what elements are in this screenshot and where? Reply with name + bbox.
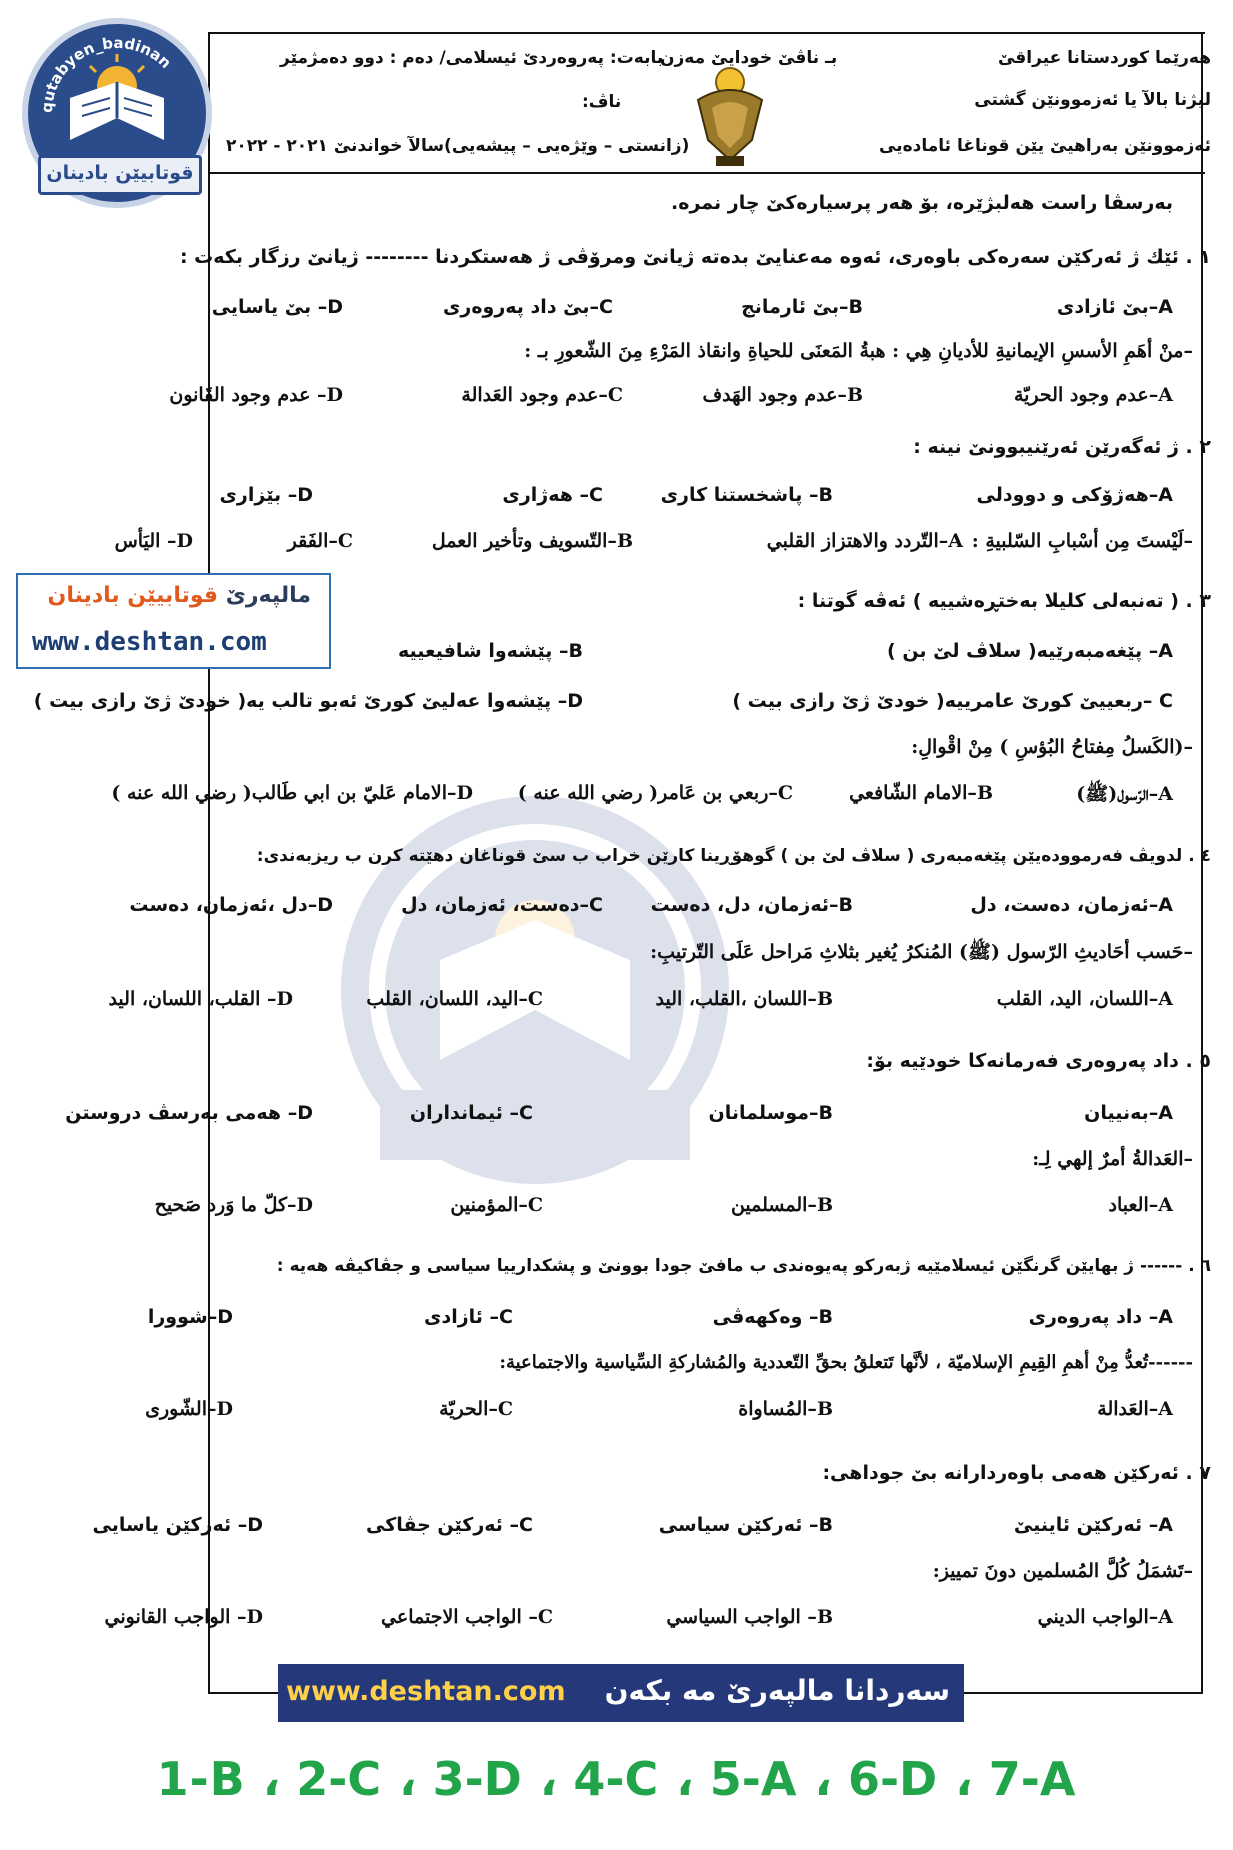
question-3: ٣ . ( تەنبەلی کلیلا بەختڕەشییە ) ئەڤە گوتنا : — [797, 590, 1211, 612]
q7-ar-option-c[interactable]: C– الواجب الاجتماعي — [381, 1606, 553, 1628]
question-2: ٢ . ژ ئەگەرێن ئەرێنیبوونێ نینە : — [913, 436, 1211, 458]
q3-arabic-text: –(الكَسلُ مِفتاحُ البُؤسِ ) مِنْ اقْوالِ: — [911, 736, 1193, 758]
q1-option-b[interactable]: B–بێ ئارمانج — [741, 296, 863, 318]
q4-option-d[interactable]: D–دل ،ئەزمان، دەست — [129, 894, 333, 916]
q5-option-b[interactable]: B–موسلمانان — [708, 1102, 833, 1124]
svg-text:qutabyen_badinan: qutabyen_badinan — [37, 33, 175, 114]
question-6: ٦ . ------ ژ بهایێن گرنگێن ئیسلامێیە ژبەرکو پەیوەندی ب مافێ جودا بوونێ و پشکدارییا سیاسی و جڤاکیڤە هەیە : — [276, 1256, 1211, 1276]
q6-ar-option-c[interactable]: C–الحريّة — [439, 1398, 513, 1420]
kurdistan-emblem-icon — [690, 60, 770, 170]
q6-option-b[interactable]: B– وەکهەڤی — [712, 1306, 833, 1328]
banner-text: سەردانا مالپەرێ مە بکەن — [604, 1674, 950, 1707]
q3-option-d[interactable]: D– پێشەوا عەلیێ کورێ ئەبو تالب یە( خودێ ژێ رازی بیت ) — [33, 690, 583, 712]
q3-ar-option-b[interactable]: B–الامام الشّافعي — [849, 782, 993, 804]
q7-option-a[interactable]: A– ئەرکێن ئاینیێ — [1013, 1514, 1173, 1536]
q1-option-d[interactable]: D– بێ یاسایی — [211, 296, 343, 318]
q6-ar-option-d[interactable]: D–الشّورى — [145, 1398, 233, 1420]
website-banner[interactable] — [278, 1664, 964, 1722]
q2-option-d[interactable]: D– بێزاری — [219, 484, 313, 506]
q4-option-a[interactable]: A–ئەزمان، دەست، دل — [970, 894, 1173, 916]
q4-ar-option-b[interactable]: B–اللسان ،القلب، اليد — [655, 988, 833, 1010]
q4-ar-option-c[interactable]: C–اليد، اللسان، القلب — [366, 988, 543, 1010]
q2-ar-option-d[interactable]: D– اليَأس — [114, 530, 193, 552]
site-box-title: مالپەرێ قوتابیێن بادینان — [47, 583, 311, 608]
q3-ar-option-a[interactable]: A–الرّسول(ﷺ) — [1076, 783, 1173, 805]
q2-ar-option-a[interactable]: A–التّردد والاهتزاز القلبي — [766, 530, 963, 552]
logo-ribbon: قوتابیێن بادینان — [38, 155, 202, 195]
q1-arabic-text: –منْ أهَمِ الأسسِ الإيمانيةِ للأديانِ هِي : هبةُ المَعنَى للحياةِ وانقاذ المَرْءِ مِنَ الشّعورِ بـ : — [524, 340, 1193, 362]
q3-option-c[interactable]: C –ربعییێ کورێ عامرییە( خودێ ژێ رازی بیت ) — [732, 690, 1173, 712]
q5-ar-option-d[interactable]: D–كلّ ما وَرد صَحيح — [154, 1194, 313, 1216]
q6-option-a[interactable]: A– داد پەروەری — [1028, 1306, 1173, 1328]
q3-option-a[interactable]: A– پێغەمبەرێیە( سلاڤ لێ بن ) — [887, 640, 1173, 662]
q5-ar-option-b[interactable]: B–المسلمين — [730, 1194, 833, 1216]
q5-arabic-text: –العَدالةُ أمرٌ إلهي لِـ: — [1032, 1148, 1193, 1170]
q7-arabic-text: –تَشمَلُ كُلَّ المُسلمين دونَ تمييز: — [932, 1560, 1193, 1582]
q2-ar-option-c[interactable]: C–الفَقر — [287, 530, 353, 552]
q1-option-c[interactable]: C–بێ داد پەروەری — [442, 296, 613, 318]
banner-url[interactable]: www.deshtan.com — [286, 1676, 566, 1707]
question-4: ٤ . لدویڤ فەرموودەیێن پێغەمبەری ( سلاڤ لێ بن ) گوهۆڕینا کارێن خراب ب سێ قوناغان دهێتە کرن ب ریزبەندی: — [256, 846, 1211, 866]
q3-option-b[interactable]: B– پێشەوا شافیعییە — [397, 640, 583, 662]
q2-option-a[interactable]: A–هەژۆکی و دوودلی — [976, 484, 1173, 506]
site-box — [16, 573, 331, 669]
q4-arabic-text: –حَسب أحَاديثِ الرّسول (ﷺ) المُنكرُ يُغير بثلاثِ مَراحل عَلَى التّرتيبِ: — [650, 941, 1193, 963]
q1-ar-option-b[interactable]: B–عدم وجود الهَدف — [702, 384, 863, 406]
q7-option-b[interactable]: B– ئەرکێن سیاسی — [658, 1514, 833, 1536]
q5-option-a[interactable]: A–بەنییان — [1084, 1102, 1173, 1124]
header-stream-year: (زانستی – وێژەیی – پیشەیی)سالآ خواندنێ ۲۰۲۱ - ۲۰۲۲ — [226, 136, 690, 156]
q7-option-c[interactable]: C– ئەرکێن جڤاکی — [366, 1514, 533, 1536]
q6-option-d[interactable]: D–شوورا — [147, 1306, 233, 1328]
q7-option-d[interactable]: D– ئەرکێن یاسایی — [92, 1514, 263, 1536]
q6-ar-option-b[interactable]: B–المُساواة — [738, 1398, 833, 1420]
q1-ar-option-c[interactable]: C–عدم وجود العَدالة — [461, 384, 623, 406]
question-1: ١ . ئێك ژ ئەرکێن سەرەکی باوەری، ئەوە مەعنایێ بدەتە ژیانێ ومرۆڤی ژ هەستکردنا -------- ژیانێ رزگار بکەت : — [179, 246, 1211, 268]
q6-arabic-text: ------تُعدُّ مِنْ أهمِ القِيمِ الإسلاميّة ، لأنَّها تَتعلقُ بحقِّ التّعددية والمُشاركةِ السِّياسية والاجتماعية: — [499, 1352, 1193, 1373]
header-exam: ئەزموونێن بەراهیێ یێن قوناغا ئامادەیی — [879, 136, 1211, 156]
q4-option-b[interactable]: B–ئەزمان، دل، دەست — [650, 894, 853, 916]
q4-option-c[interactable]: C–دەست، ئەزمان، دل — [401, 894, 603, 916]
q4-ar-option-d[interactable]: D– القلب، اللسان، اليد — [108, 988, 293, 1010]
header-basmala: بـ ناڤێ خودایێ مەزن — [660, 48, 838, 68]
q3-ar-option-d[interactable]: D–الامام عَليّ بن ابي طَالب( رضي الله عنه ) — [111, 782, 473, 804]
answer-key: 1-B ، 2-C ، 3-D ، 4-C ، 5-A ، 6-D ، 7-A — [156, 1752, 1077, 1806]
question-7: ٧ . ئەرکێن هەمی باوەردارانە بێ جوداهی: — [822, 1462, 1211, 1484]
q5-option-c[interactable]: C– ئیمانداران — [409, 1102, 533, 1124]
q1-option-a[interactable]: A–بێ ئازادی — [1056, 296, 1173, 318]
q7-ar-option-a[interactable]: A–الواجب الديني — [1037, 1606, 1173, 1628]
q5-option-d[interactable]: D– هەمی بەرسڤ دروستن — [65, 1102, 313, 1124]
q5-ar-option-c[interactable]: C–المؤمنين — [450, 1194, 543, 1216]
site-box-url: www.deshtan.com — [32, 627, 267, 657]
q4-ar-option-a[interactable]: A–اللسان، اليد، القلب — [996, 988, 1173, 1010]
q1-ar-option-d[interactable]: D– عدم وجود القَانون — [169, 384, 343, 406]
header-name-field: ناڤ: — [582, 92, 622, 112]
q6-ar-option-a[interactable]: A–العَدالة — [1097, 1398, 1173, 1420]
q2-ar-option-b[interactable]: B–التّسويف وتأخير العمل — [431, 530, 633, 552]
header-region: هەرێما كوردستانا عیراقێ — [997, 48, 1211, 68]
q2-option-c[interactable]: C– هەژاری — [502, 484, 603, 506]
q7-ar-option-b[interactable]: B– الواجب السياسي — [666, 1606, 833, 1628]
instruction-text: بەرسڤا راست هەلبژێرە، بۆ هەر پرسیارەکێ چار نمرە. — [671, 192, 1173, 214]
book-sun-icon — [52, 48, 182, 148]
q3-ar-option-c[interactable]: C–ربعي بن عَامر( رضي الله عنه ) — [517, 782, 793, 804]
header-subject: بابەت: پەروەردێ ئیسلامی/ دەم : دوو دەمژمێر — [280, 48, 664, 68]
q5-ar-option-a[interactable]: A–العباد — [1108, 1194, 1173, 1216]
q7-ar-option-d[interactable]: D– الواجب القانوني — [104, 1606, 263, 1628]
header-committee: لیژنا بالآ یا ئەزموونێن گشتی — [974, 90, 1211, 110]
q2-option-b[interactable]: B– پاشخستنا کاری — [660, 484, 833, 506]
q6-option-c[interactable]: C– ئازادی — [424, 1306, 513, 1328]
q1-ar-option-a[interactable]: A–عدم وجود الحريّة — [1013, 384, 1173, 406]
q2-arabic-text: –لَيْستَ مِن أسْبابِ السّلبيةِ : — [971, 530, 1193, 552]
question-5: ٥ . داد پەروەری فەرمانەکا خودێیە بۆ: — [866, 1050, 1211, 1072]
